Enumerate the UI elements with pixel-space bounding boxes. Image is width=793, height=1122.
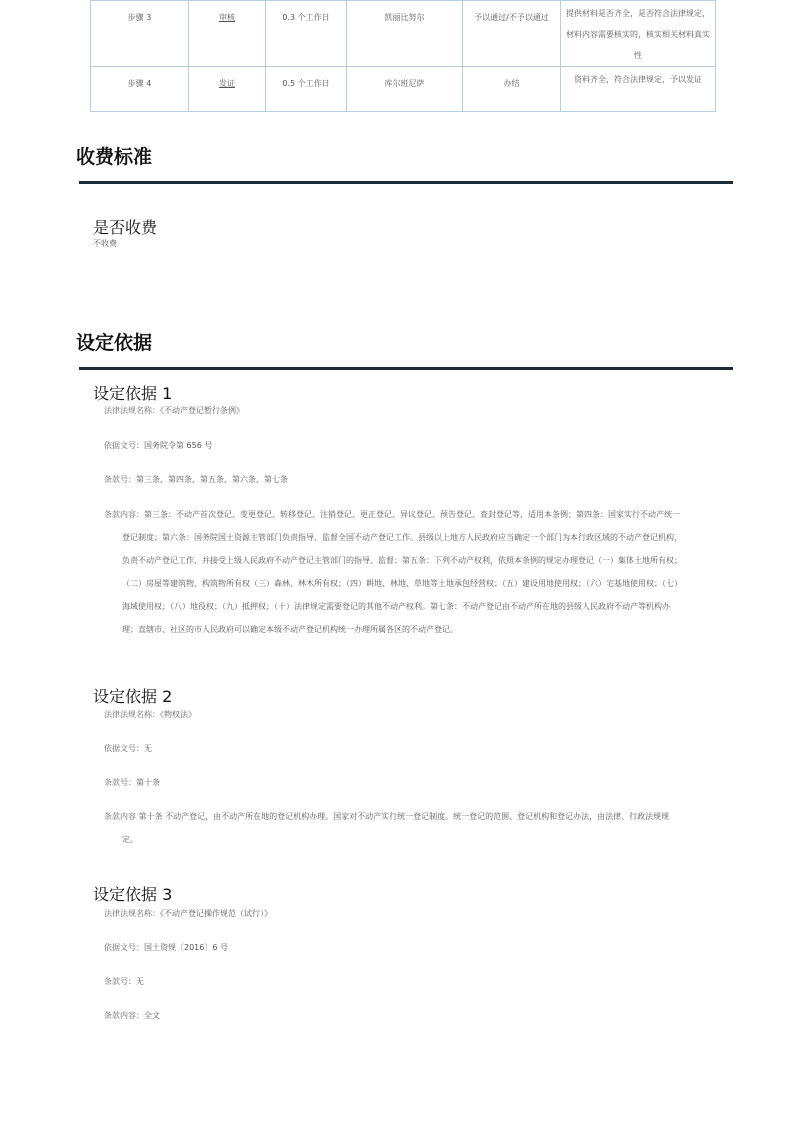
basis-heading: 设定依据 2	[93, 687, 173, 706]
result-cell: 办结	[463, 67, 561, 112]
law-name-label: 法律法规名称：	[104, 710, 160, 719]
law-name-row	[104, 709, 196, 720]
time-cell: 0.5 个工作日	[266, 67, 347, 112]
time-cell: 0.3 个工作日	[266, 1, 347, 67]
basis-heading: 设定依据 3	[93, 885, 173, 904]
doc-number-row	[104, 942, 228, 953]
law-name-row	[104, 405, 244, 416]
fee-subtitle: 是否收费	[93, 218, 158, 237]
doc-number-value: 无	[144, 744, 152, 753]
clause-number-row	[104, 777, 160, 788]
clause-content-label: 条款内容	[104, 812, 136, 821]
section-divider	[79, 367, 733, 370]
doc-number-value: 国务院令第 656 号	[144, 441, 213, 450]
clause-number-row	[104, 976, 144, 987]
law-name-value: 《不动产登记操作规范（试行）》	[160, 909, 272, 918]
process-table	[90, 0, 716, 112]
section-divider	[79, 181, 733, 184]
clause-content-label: 条款内容：	[104, 510, 144, 519]
doc-number-label: 依据文号：	[104, 943, 144, 952]
clause-number-value: 无	[136, 977, 144, 986]
law-name-value: 《不动产登记暂行条例》	[160, 406, 244, 415]
doc-number-value: 国土资规〔2016〕6 号	[144, 943, 228, 952]
desc-cell: 资料齐全，符合法律规定，予以发证	[561, 67, 716, 112]
doc-number-row	[104, 440, 212, 451]
fee-value: 不收费	[93, 239, 117, 248]
basis-section-title: 设定依据	[76, 332, 153, 354]
clause-content-value: 第十条 不动产登记，由不动产所在地的登记机构办理。国家对不动产实行统一登记制度。统一登记的范围、登记机构和登记办法，由法律、行政法规规定。	[122, 812, 670, 844]
clause-number-value: 第十条	[136, 778, 160, 787]
step-cell: 步骤 4	[91, 67, 189, 112]
result-cell: 予以通过/不予以通过	[463, 1, 561, 67]
doc-number-label: 依据文号：	[104, 744, 144, 753]
law-name-label: 法律法规名称：	[104, 909, 160, 918]
action-cell	[189, 1, 266, 67]
person-cell: 库尔班尼萨	[347, 67, 463, 112]
step-cell: 步骤 3	[91, 1, 189, 67]
clause-number-label: 条款号：	[104, 475, 136, 484]
clause-number-label: 条款号：	[104, 977, 136, 986]
table-row	[91, 67, 716, 112]
fee-section-title: 收费标准	[76, 146, 153, 168]
action-link[interactable]: 审核	[219, 13, 235, 22]
person-cell: 凯丽比努尔	[347, 1, 463, 67]
doc-number-row	[104, 743, 152, 754]
basis-heading: 设定依据 1	[93, 384, 173, 403]
clause-content-row	[104, 1010, 160, 1021]
action-link[interactable]: 发证	[219, 79, 235, 88]
clause-number-value: 第三条、第四条、第五条、第六条、第七条	[136, 475, 288, 484]
law-name-value: 《物权法》	[160, 710, 196, 719]
clause-content-value: 全文	[144, 1011, 160, 1020]
table-row	[91, 1, 716, 67]
clause-number-row	[104, 474, 288, 485]
clause-content-label: 条款内容：	[104, 1011, 144, 1020]
law-name-label: 法律法规名称：	[104, 406, 160, 415]
action-cell	[189, 67, 266, 112]
desc-cell: 提供材料是否齐全，是否符合法律规定，材料内容需要核实的，核实相关材料真实性	[561, 1, 716, 67]
doc-number-label: 依据文号：	[104, 441, 144, 450]
clause-number-label: 条款号：	[104, 778, 136, 787]
clause-content-row	[104, 805, 684, 851]
clause-content-row	[104, 503, 684, 641]
clause-content-value: 第三条：不动产首次登记、变更登记、转移登记、注销登记、更正登记、异议登记、预告登记、查封登记等，适用本条例；第四条：国家实行不动产统一登记制度；第六条：国务院国土资源主管部门负责指导、监督全国不动产登记工作。县级以上地方人民政府应当确定一个部门为本行政区域的不动产登记机构，负责不动产登记工作，并接受上级人民政府不动产登记主管部门的指导、监督；第五条：下列不动产权利，依照本条例的规定办理登记（一）集体土地所有权；（二）房屋等建筑物、构筑物所有权（三）森林、林木所有权；（四）耕地、林地、草地等土地承包经营权；（五）建设用地使用权；（六）宅基地使用权；（七）海域使用权；（八）地役权；（九）抵押权；（十）法律规定需要登记的其他不动产权利。第七条：不动产登记由不动产所在地的县级人民政府不动产等机构办理；直辖市、社区的市人民政府可以确定本级不动产登记机构统一办理所属各区的不动产登记。	[122, 510, 682, 634]
law-name-row	[104, 908, 272, 919]
